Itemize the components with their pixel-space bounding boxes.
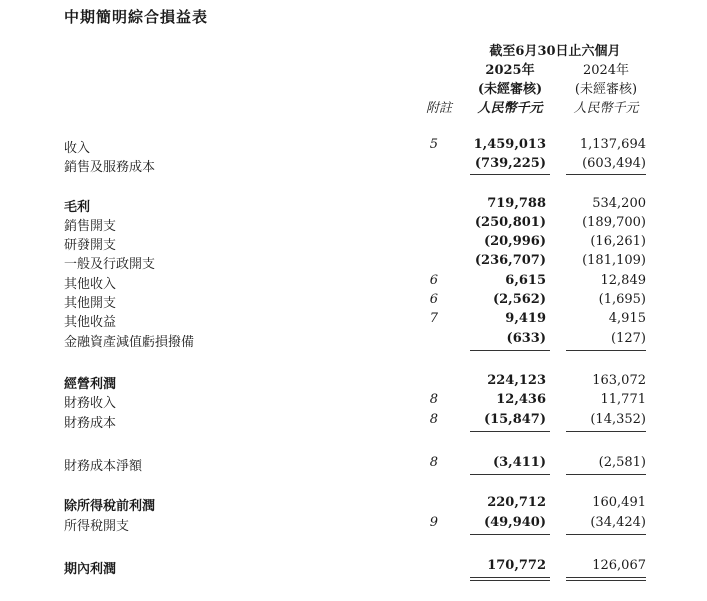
row-label: 其他開支 [64,296,117,311]
total-underline [470,580,550,581]
row-label: 銷售及服務成本 [64,160,156,175]
statement-row [0,273,707,292]
total-underline [566,431,646,432]
total-underline [566,174,646,175]
row-label: 經營利潤 [64,377,117,392]
period-header: 截至6月30日止六個月 [489,44,621,59]
total-underline [566,580,646,581]
row-label: 其他收益 [64,315,117,330]
row-note: 6 [429,292,438,307]
row-value-2025: 12,436 [496,392,546,407]
year-2024-header: 2024年 [582,63,630,78]
row-value-2024: (127) [611,331,646,346]
statement-row [0,455,707,474]
total-underline [566,534,646,535]
unit-2024-header: 人民幣千元 [573,101,639,116]
row-value-2024: 1,137,694 [579,137,646,152]
row-label: 財務成本 [64,416,117,431]
row-value-2024: (1,695) [598,292,646,307]
statement-row [0,196,707,215]
row-label: 財務成本淨額 [64,459,143,474]
row-note: 8 [429,392,438,407]
row-note: 8 [429,455,438,470]
row-label: 其他收入 [64,277,117,292]
total-underline [566,350,646,351]
row-value-2025: 6,615 [505,273,546,288]
total-underline [470,174,550,175]
statement-row [0,495,707,514]
row-value-2024: (14,352) [590,412,646,427]
notes-header: 附註 [425,101,452,116]
row-label: 金融資產減值虧損撥備 [64,335,195,350]
row-value-2025: (15,847) [483,412,546,427]
row-value-2024: 163,072 [592,373,646,388]
row-value-2024: (189,700) [582,215,646,230]
total-underline [566,577,646,578]
row-value-2024: 11,771 [600,392,646,407]
row-value-2024: 12,849 [600,273,646,288]
year-2025-header: 2025年 [485,63,535,78]
statement-row [0,234,707,253]
row-value-2024: 534,200 [592,196,646,211]
row-value-2025: (739,225) [474,156,546,171]
statement-row [0,253,707,272]
row-label: 財務收入 [64,396,117,411]
row-label: 收入 [64,141,91,156]
row-note: 9 [429,515,438,530]
row-value-2025: 9,419 [505,311,546,326]
row-note: 6 [429,273,438,288]
row-value-2025: (250,801) [474,215,546,230]
statement-row [0,515,707,534]
row-value-2025: (3,411) [492,455,546,470]
row-value-2024: 126,067 [592,558,646,573]
unaudited-2024-header: (未經審核) [574,82,638,97]
row-value-2025: (2,562) [492,292,546,307]
row-label: 一般及行政開支 [64,257,156,272]
statement-row [0,292,707,311]
total-underline [470,577,550,578]
row-label: 毛利 [64,200,91,215]
row-value-2024: (34,424) [590,515,646,530]
row-value-2024: (2,581) [598,455,646,470]
total-underline [566,474,646,475]
statement-row [0,331,707,350]
row-value-2024: (603,494) [582,156,646,171]
row-value-2025: 719,788 [487,196,546,211]
row-value-2025: (633) [506,331,546,346]
row-label: 除所得稅前利潤 [64,499,156,514]
row-value-2025: 224,123 [487,373,546,388]
row-note: 8 [429,412,438,427]
statement-row [0,392,707,411]
row-note: 5 [429,137,438,152]
row-label: 所得稅開支 [64,519,130,534]
row-label: 研發開支 [64,238,117,253]
statement-row [0,412,707,431]
row-value-2025: (49,940) [483,515,546,530]
total-underline [470,474,550,475]
row-note: 7 [429,311,438,326]
row-value-2025: (20,996) [483,234,546,249]
unaudited-2025-header: (未經審核) [477,82,543,97]
total-underline [470,431,550,432]
row-value-2025: (236,707) [474,253,546,268]
row-label: 銷售開支 [64,219,117,234]
statement-row [0,558,707,577]
unit-2025-header: 人民幣千元 [477,101,543,116]
row-value-2025: 170,772 [487,558,546,573]
row-label: 期內利潤 [64,562,117,577]
row-value-2024: (181,109) [582,253,646,268]
row-value-2024: 4,915 [608,311,646,326]
statement-row [0,311,707,330]
statement-row [0,373,707,392]
statement-row [0,215,707,234]
row-value-2025: 220,712 [487,495,546,510]
row-value-2024: 160,491 [592,495,646,510]
row-value-2024: (16,261) [590,234,646,249]
total-underline [470,534,550,535]
total-underline [470,350,550,351]
row-value-2025: 1,459,013 [473,137,546,152]
statement-row [0,137,707,156]
statement-row [0,156,707,175]
statement-title: 中期簡明綜合損益表 [64,8,209,26]
